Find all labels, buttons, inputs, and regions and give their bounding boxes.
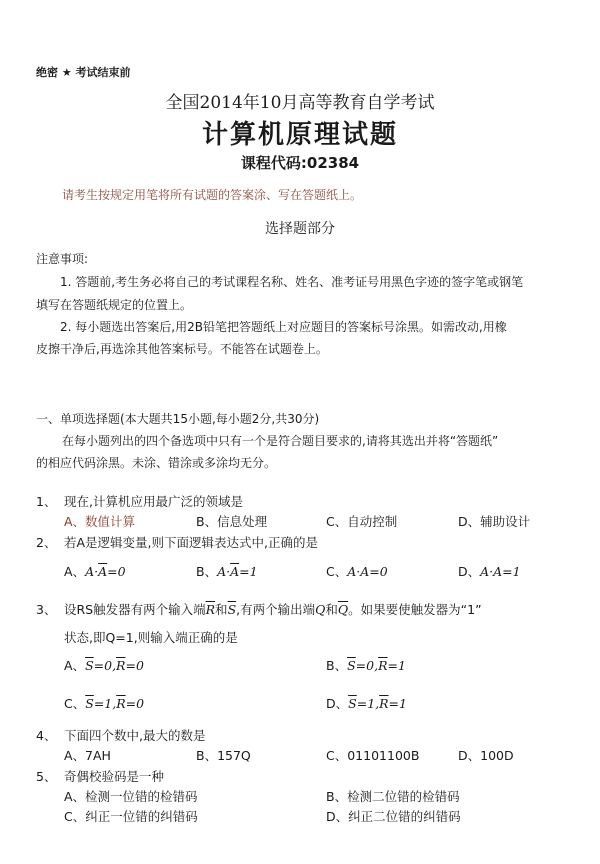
expr-pre: A·A <box>347 564 370 579</box>
question-1-option-c: C、自动控制 <box>326 514 398 529</box>
stem-part: 。如果要使触发器为“1” <box>348 602 482 617</box>
page-title: 计算机原理试题 <box>201 120 398 150</box>
note-1-line-1: 1. 答题前,考生务必将自己的考试课程名称、姓名、准考证号用黑色字迹的签字笔或钢笔 <box>60 275 524 289</box>
r-value: =0 <box>125 696 145 711</box>
stem-part: 设RS触发器有两个输入端 <box>64 602 206 617</box>
option-letter: C、 <box>64 696 86 711</box>
question-3-option-a <box>64 656 144 674</box>
question-4-stem: 下面四个数中,最大的数是 <box>64 728 206 743</box>
expr-post: =0 <box>107 564 126 579</box>
question-4-option-c: C、01101100B <box>326 748 420 763</box>
course-code: 课程代码:02384 <box>240 154 360 172</box>
question-2-option-c <box>326 562 388 580</box>
question-3-stem <box>64 600 482 618</box>
question-2-option-b <box>196 562 258 580</box>
note-2-line-1: 2. 每小题选出答案后,用2B铅笔把答题纸上对应题目的答案标号涂黑。如需改动,用橡 <box>60 320 507 334</box>
question-5-option-b: B、检测二位错的检错码 <box>326 789 460 804</box>
part-desc-line-1: 在每小题列出的四个备选项中只有一个是符合题目要求的,请将其选出并将“答题纸” <box>62 434 499 448</box>
option-letter: D、 <box>326 696 349 711</box>
note-2-line-2: 皮擦干净后,再选涂其他答案标号。不能答在试题卷上。 <box>36 342 328 356</box>
expr-bar: $\overline{A}$ <box>230 564 240 579</box>
note-1-line-2: 填写在答题纸规定的位置上。 <box>36 298 193 312</box>
part-heading: 一、单项选择题(本大题共15小题,每小题2分,共30分) <box>36 412 320 426</box>
option-letter: B、 <box>196 564 218 579</box>
expr-bar: $\overline{A}$ <box>98 564 108 579</box>
expr-pre: A· <box>85 564 99 579</box>
question-5-option-c: C、纠正一位错的纠错码 <box>64 809 198 824</box>
s-bar: $\overline{S}$ <box>227 602 237 617</box>
confidential-label: 绝密 ★ 考试结束前 <box>36 66 131 79</box>
r-value: =0 <box>125 658 144 673</box>
s-bar: $\overline{S}$ <box>85 696 94 711</box>
s-bar: $\overline{S}$ <box>348 696 357 711</box>
s-value: =0, <box>355 658 379 673</box>
option-letter: A、 <box>64 564 86 579</box>
expr-pre: A· <box>217 564 231 579</box>
option-letter: D、 <box>458 564 481 579</box>
question-2-stem: 若A是逻辑变量,则下面逻辑表达式中,正确的是 <box>64 535 318 550</box>
stem-part: ,有两个输出端 <box>236 602 316 617</box>
watermark <box>340 40 360 87</box>
question-1-option-a: A、数值计算 <box>64 514 136 529</box>
expr-pre: A·A <box>480 564 503 579</box>
question-4-number: 4、 <box>36 728 57 743</box>
s-bar: $\overline{S}$ <box>85 658 94 673</box>
question-5-option-a: A、检测一位错的检错码 <box>64 789 198 804</box>
r-bar: $\overline{R}$ <box>116 696 126 711</box>
question-1-stem: 现在,计算机应用最广泛的领域是 <box>64 494 243 509</box>
question-3-option-b <box>326 656 406 674</box>
expr-post: =0 <box>369 564 388 579</box>
r-value: =1 <box>388 696 407 711</box>
r-bar: $\overline{R}$ <box>205 602 216 617</box>
r-bar: $\overline{R}$ <box>116 658 126 673</box>
part-desc-line-2: 的相应代码涂黑。未涂、错涂或多涂均无分。 <box>36 456 277 470</box>
notes-label: 注意事项: <box>36 252 89 266</box>
question-3-number: 3、 <box>36 602 57 617</box>
s-value: =1, <box>356 696 380 711</box>
question-4-option-b: B、157Q <box>196 748 251 763</box>
expr-post: =1 <box>502 564 521 579</box>
question-3-option-d <box>326 694 407 712</box>
question-1-option-b: B、信息处理 <box>196 514 268 529</box>
question-4-option-d: D、100D <box>458 748 514 763</box>
option-letter: A、 <box>64 658 86 673</box>
stem-part: 和 <box>215 602 228 617</box>
s-value: =1, <box>93 696 117 711</box>
question-1-option-d: D、辅助设计 <box>458 514 531 529</box>
r-bar: $\overline{R}$ <box>379 696 389 711</box>
r-bar: $\overline{R}$ <box>378 658 388 673</box>
question-3-option-c <box>64 694 144 712</box>
expr-post: =1 <box>239 564 258 579</box>
question-2-number: 2、 <box>36 535 57 550</box>
question-5-option-d: D、纠正二位错的纠错码 <box>326 809 461 824</box>
question-5-number: 5、 <box>36 769 57 784</box>
question-2-option-a <box>64 562 126 580</box>
instruction-text: 请考生按规定用笔将所有试题的答案涂、写在答题纸上。 <box>62 188 363 202</box>
question-2-option-d <box>458 562 521 580</box>
question-5-stem: 奇偶校验码是一种 <box>64 769 165 784</box>
s-value: =0, <box>93 658 117 673</box>
question-1-number: 1、 <box>36 494 57 509</box>
q-output: Q <box>315 602 326 617</box>
option-letter: C、 <box>326 564 348 579</box>
section-title: 选择题部分 <box>265 221 335 237</box>
r-value: =1 <box>387 658 406 673</box>
stem-part: 和 <box>325 602 338 617</box>
option-letter: B、 <box>326 658 348 673</box>
question-3-stem-line-2: 状态,即Q=1,则输入端正确的是 <box>64 630 238 645</box>
s-bar: $\overline{S}$ <box>347 658 356 673</box>
q-bar: $\overline{Q}$ <box>337 602 349 617</box>
question-4-option-a: A、7AH <box>64 748 111 763</box>
exam-name: 全国2014年10月高等教育自学考试 <box>165 93 435 113</box>
